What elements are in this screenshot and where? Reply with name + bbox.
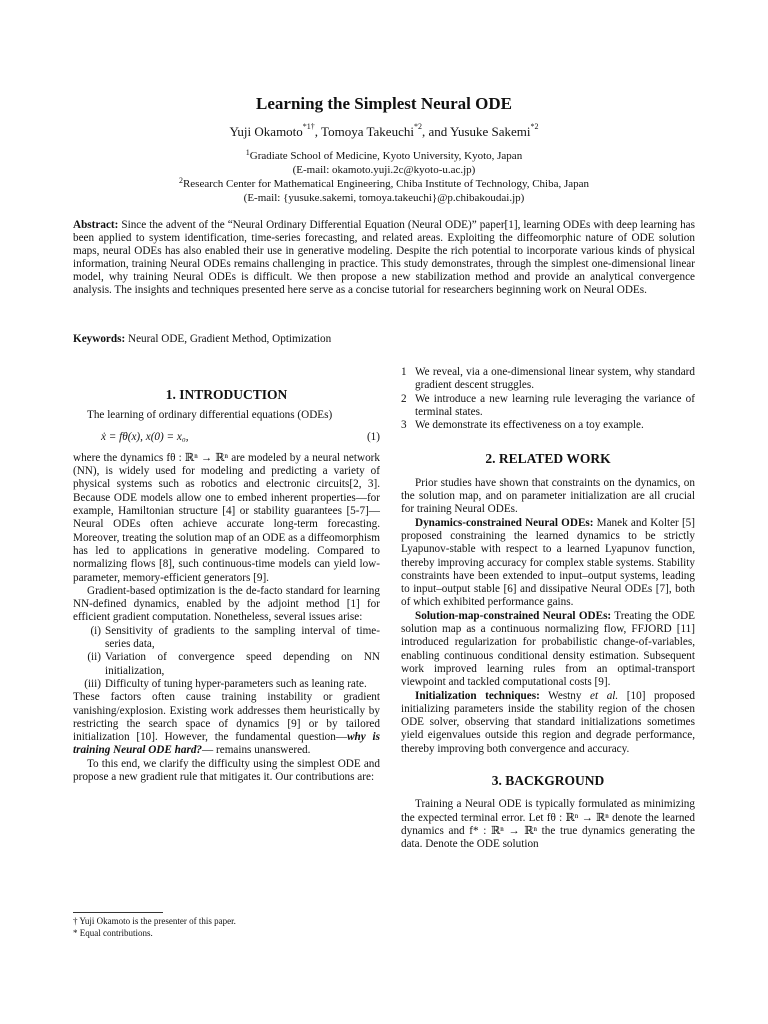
equation-1 bbox=[73, 431, 380, 444]
intro-paragraph-1: The learning of ordinary differential equations (ODEs) bbox=[87, 409, 333, 422]
footnote-presenter: † Yuji Okamoto is the presenter of this paper. bbox=[73, 916, 236, 926]
list-item-number: 3 bbox=[401, 419, 407, 432]
initialization-et-al: et al. bbox=[590, 689, 619, 702]
affiliation-2 bbox=[0, 178, 768, 190]
list-item bbox=[73, 651, 380, 678]
paper-title: Learning the Simplest Neural ODE bbox=[256, 94, 512, 113]
affiliation-1-text: Gradiate School of Medicine, Kyoto University, Kyoto, Japan bbox=[249, 150, 523, 162]
list-item-text: We reveal, via a one-dimensional linear system, why standard gradient descent struggles. bbox=[415, 366, 695, 392]
keywords bbox=[73, 333, 695, 345]
list-item-text: We demonstrate its effectiveness on a toy example. bbox=[415, 419, 644, 432]
intro-paragraph-4-end: — remains unanswered. bbox=[202, 744, 311, 757]
author-3-sup: *2 bbox=[530, 122, 539, 131]
list-item-text: Variation of convergence speed depending on NN initialization, bbox=[105, 651, 380, 677]
key-question-emphasis: why is training Neural ODE hard? bbox=[73, 731, 380, 757]
equation-1-body: ẋ = fθ(x), x(0) = x₀, bbox=[101, 430, 189, 443]
list-item-text: We introduce a new learning rule leveraging the variance of terminal states. bbox=[415, 392, 695, 418]
list-item bbox=[401, 419, 695, 432]
keywords-label: Keywords: bbox=[73, 333, 126, 345]
affiliation-1 bbox=[0, 150, 768, 162]
list-item-number: 2 bbox=[401, 392, 407, 405]
abstract-label: Abstract: bbox=[73, 219, 119, 231]
right-column bbox=[401, 366, 695, 852]
list-item-text: Sensitivity of gradients to the sampling interval of time-series data, bbox=[105, 624, 380, 651]
keywords-text: Neural ODE, Gradient Method, Optimization bbox=[125, 333, 332, 345]
section-heading-related-work: 2. RELATED WORK bbox=[485, 451, 611, 467]
list-item bbox=[73, 625, 380, 652]
affiliation-2-sup: 2 bbox=[178, 176, 183, 185]
related-initialization-paragraph bbox=[401, 690, 695, 756]
author-2-sup: *2 bbox=[413, 122, 422, 131]
abstract bbox=[73, 219, 695, 298]
related-solution-map-paragraph bbox=[401, 610, 695, 690]
abstract-text: Since the advent of the “Neural Ordinary Differential Equation (Neural ODE)” paper[1], learning ODEs with deep learning has been applied to system identification, time-series forecasting, and related areas. Exploiting the diffeomorphic nature of ODE solution maps, neural ODEs has also enabled their use in generative modeling. Despite the rich potential to incorporate various kinds of physical information, training Neural ODEs remains challenging in practice. This study demonstrates, through the simplest one-dimensional linear model, why training Neural ODEs is difficult. We then propose a new stabilization method and provide an analytical convergence analysis. The insights and techniques presented here serve as a concise tutorial for researchers beginning work on Neural ODEs. bbox=[73, 219, 695, 297]
author-3: , and Yusuke Sakemi bbox=[421, 124, 531, 139]
list-item bbox=[73, 678, 380, 691]
solution-map-constrained-text: Treating the ODE solution map as a continuous normalizing flow, FFJORD [11] introduced regularization for probabilistic change-of-variables, enabling continuous conditional density estimation. Subsequent work improved learning rules from an optimal-transport viewpoint and tackled computational costs [9]. bbox=[401, 609, 696, 689]
list-item-number: (iii) bbox=[84, 677, 101, 690]
section-heading-introduction: 1. INTRODUCTION bbox=[165, 387, 288, 402]
intro-paragraph-3: Gradient-based optimization is the de-facto standard for learning NN-defined dynamics, enabled by the adjoint method [1] for efficient gradient computation. Nonetheless, several issues arise: bbox=[73, 584, 380, 624]
list-item-number: (i) bbox=[90, 624, 101, 637]
affiliation-2-text: Research Center for Mathematical Engineering, Chiba Institute of Technology, Chiba, Japan bbox=[182, 178, 590, 190]
list-item bbox=[401, 366, 695, 393]
initialization-label: Initialization techniques: bbox=[415, 689, 540, 702]
email-2: (E-mail: {yusuke.sakemi, tomoya.takeuchi}@p.chibakoudai.jp) bbox=[243, 192, 525, 204]
email-1: (E-mail: okamoto.yuji.2c@kyoto-u.ac.jp) bbox=[292, 164, 476, 176]
contributions-list bbox=[401, 366, 695, 432]
issues-list bbox=[73, 625, 380, 691]
intro-paragraph-5: To this end, we clarify the difficulty using the simplest ODE and propose a new gradient rule that mitigates it. Our contributions are: bbox=[73, 757, 380, 784]
equation-1-number: (1) bbox=[366, 430, 380, 443]
background-paragraph-1: Training a Neural ODE is typically formulated as minimizing the expected terminal error. Let fθ : ℝⁿ → ℝⁿ denote the learned dynamics and f* : ℝⁿ → ℝⁿ the true dynamics generating the data. Denote the ODE solution bbox=[401, 798, 695, 851]
author-1-sup: *1† bbox=[302, 122, 315, 131]
initialization-text-b: [10] proposed initializing parameters inside the stability region of the chosen ODE solver, observing that standard initializations sometimes yield eigenvalues outside this region and degrade performance, thereby improving both convergence and accuracy. bbox=[401, 689, 696, 755]
list-item-text: Difficulty of tuning hyper-parameters such as leaning rate. bbox=[105, 677, 367, 690]
intro-paragraph-4 bbox=[73, 691, 380, 757]
author-1: Yuji Okamoto bbox=[229, 124, 303, 139]
footnote-divider bbox=[73, 912, 163, 913]
list-item-number: 1 bbox=[401, 366, 407, 378]
footnote-equal-contribution: * Equal contributions. bbox=[73, 928, 153, 938]
list-item-number: (ii) bbox=[87, 651, 101, 664]
section-heading-background: 3. BACKGROUND bbox=[491, 773, 605, 789]
author-line bbox=[0, 124, 768, 140]
dynamics-constrained-text: Manek and Kolter [5] proposed constraining the learned dynamics to be strictly Lyapunov-stable with respect to a learned Lyapunov function, thereby improving accuracy for complex stable systems. Stability constraints have been extended to input–output systems, leading to input–output stable [6] and dissipative Neural ODEs [7], both of which exhibited performance gains. bbox=[401, 516, 695, 609]
intro-paragraph-4-text: These factors often cause training instability or gradient vanishing/explosion. Existing work addresses them heuristically by restricting the search space of dynamics [9] or by tailored initialization [10]. However, the fundamental question— bbox=[73, 691, 380, 744]
affiliation-1-sup: 1 bbox=[245, 148, 250, 157]
left-column bbox=[73, 388, 380, 784]
dynamics-constrained-label: Dynamics-constrained Neural ODEs: bbox=[415, 516, 594, 529]
solution-map-constrained-label: Solution-map-constrained Neural ODEs: bbox=[415, 609, 612, 622]
related-dynamics-paragraph bbox=[401, 517, 695, 610]
list-item bbox=[401, 393, 695, 420]
intro-paragraph-2: where the dynamics fθ : ℝⁿ → ℝⁿ are modeled by a neural network (NN), is widely used for modeling and predicting a variety of physical systems such as robotics and electronic circuits[2, 3]. Because ODE models allow one to embed inherent properties—for example, Hamiltonian structure [4] or stability guarantees [5-7]—Neural ODEs often achieve accurate long-term forecasting. Moreover, treating the solution map of an ODE as a diffeomorphism has led to applications in generative modeling. Compared to normalizing flows [8], such continuous-time models can yield low-parameter, memory-efficient generators [9]. bbox=[73, 451, 380, 584]
initialization-text-a: Westny bbox=[539, 689, 591, 702]
related-paragraph-1: Prior studies have shown that constraints on the dynamics, on the solution map, and on parameter initialization are all crucial for training Neural ODEs. bbox=[401, 476, 695, 516]
author-2: , Tomoya Takeuchi bbox=[314, 124, 414, 139]
